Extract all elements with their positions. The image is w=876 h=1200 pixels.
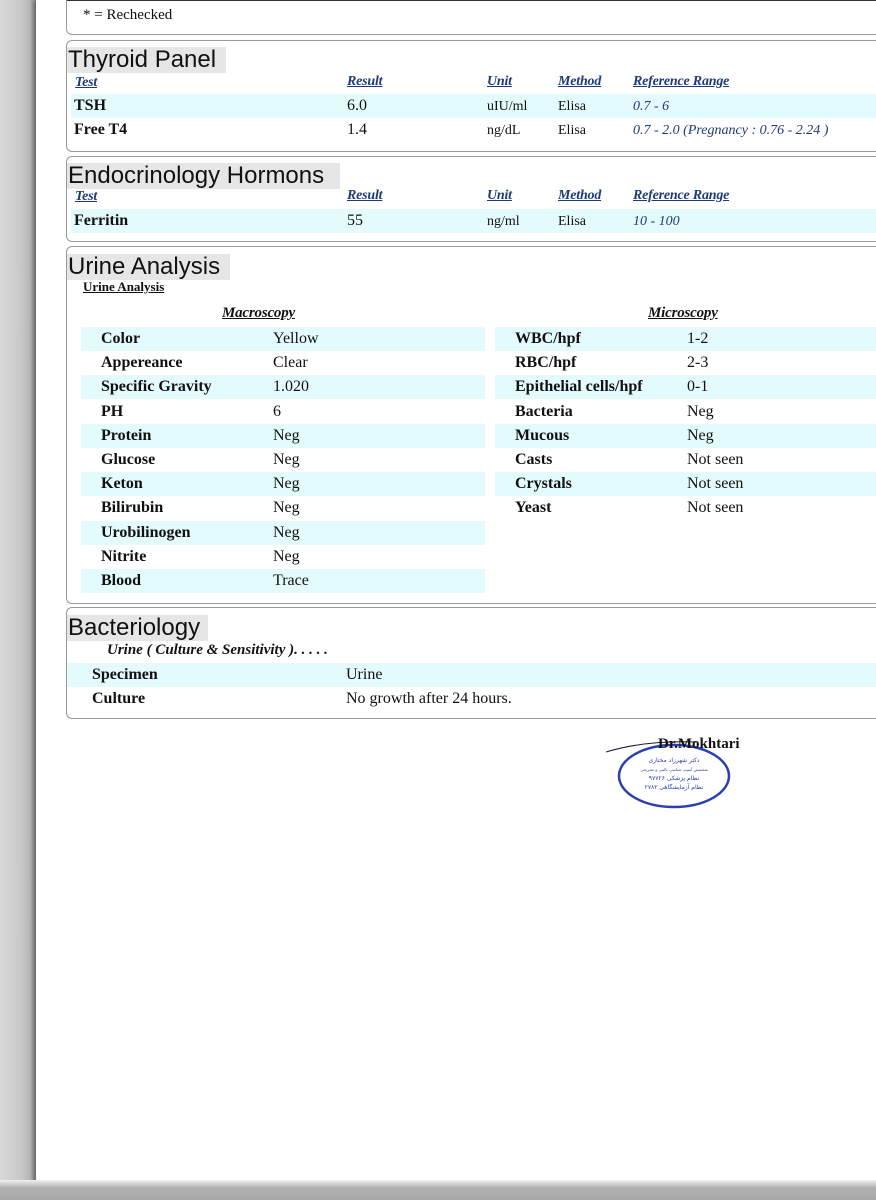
test-method: Elisa <box>558 123 586 138</box>
report-page <box>36 0 876 1184</box>
list-item <box>81 424 485 448</box>
specimen-value: Urine <box>346 666 383 683</box>
culture-value: No growth after 24 hours. <box>346 690 512 707</box>
parameter-value: 2-3 <box>687 354 709 372</box>
parameter-name: Keton <box>101 475 143 493</box>
header-test: Test <box>75 75 98 90</box>
section-title: Bacteriology <box>67 615 208 641</box>
parameter-name: Urobilinogen <box>101 523 191 541</box>
test-reference: 0.7 - 2.0 (Pregnancy : 0.76 - 2.24 ) <box>633 123 829 138</box>
parameter-value: Clear <box>273 354 308 372</box>
table-row <box>67 687 876 711</box>
parameter-value: Neg <box>273 426 300 444</box>
test-name: TSH <box>74 97 107 114</box>
parameter-value: Not seen <box>687 475 744 493</box>
list-item <box>81 327 485 351</box>
list-item <box>81 375 485 399</box>
header-result: Result <box>347 74 383 89</box>
header-unit: Unit <box>487 188 512 203</box>
parameter-name: Appereance <box>101 354 183 372</box>
parameter-name: Crystals <box>515 475 572 493</box>
test-result: 6.0 <box>347 97 367 114</box>
culture-label: Culture <box>92 690 146 707</box>
table-row <box>71 94 876 118</box>
table-row <box>67 663 876 687</box>
parameter-name: Casts <box>515 451 553 468</box>
bacteriology-subtitle: Urine ( Culture & Sensitivity ). . . . . <box>107 642 328 658</box>
list-item <box>495 424 876 448</box>
list-item <box>495 375 876 399</box>
list-item <box>495 400 876 424</box>
table-row <box>71 209 876 233</box>
urine-analysis-section <box>66 246 876 604</box>
parameter-name: Epithelial cells/hpf <box>515 378 643 396</box>
parameter-value: Neg <box>687 402 714 420</box>
microscopy-header: Microscopy <box>648 305 718 321</box>
section-title: Thyroid Panel <box>67 47 226 73</box>
stamp-line: متخصص آسیب شناسی بالینی و تشریحی <box>640 767 708 772</box>
list-item <box>81 351 485 375</box>
table-row <box>71 118 876 142</box>
thyroid-panel-section <box>66 40 876 152</box>
parameter-name: Specific Gravity <box>101 378 212 396</box>
parameter-value: Neg <box>687 426 714 444</box>
test-unit: ng/ml <box>487 214 520 229</box>
header-reference: Reference Range <box>633 188 730 203</box>
parameter-value: 6 <box>273 402 281 420</box>
test-reference: 10 - 100 <box>633 214 680 229</box>
macroscopy-header: Macroscopy <box>222 305 295 321</box>
parameter-value: Neg <box>273 475 300 493</box>
urine-subtitle: Urine Analysis <box>83 279 165 294</box>
parameter-name: Glucose <box>101 451 156 468</box>
test-method: Elisa <box>558 214 586 229</box>
parameter-value: 0-1 <box>687 378 709 396</box>
parameter-value: Neg <box>273 499 300 517</box>
list-item <box>81 472 485 496</box>
list-item <box>495 472 876 496</box>
parameter-name: Bilirubin <box>101 499 164 517</box>
parameter-value: Yellow <box>273 330 319 347</box>
parameter-name: Bacteria <box>515 402 573 420</box>
parameter-value: Neg <box>273 547 300 565</box>
header-method: Method <box>558 74 602 89</box>
section-title: Urine Analysis <box>67 254 230 280</box>
parameter-value: Not seen <box>687 451 744 468</box>
list-item <box>81 400 485 424</box>
list-item <box>495 327 876 351</box>
specimen-label: Specimen <box>92 666 158 683</box>
parameter-name: Yeast <box>515 499 552 517</box>
test-unit: ng/dL <box>487 123 521 138</box>
test-result: 1.4 <box>347 121 367 138</box>
endocrinology-section <box>66 156 876 242</box>
list-item <box>81 496 485 520</box>
bottom-shadow <box>0 1180 876 1200</box>
parameter-name: PH <box>101 402 124 420</box>
parameter-name: Blood <box>101 572 142 589</box>
parameter-value: 1-2 <box>687 330 709 347</box>
parameter-name: RBC/hpf <box>515 354 577 372</box>
list-item <box>495 496 876 520</box>
parameter-value: Not seen <box>687 499 744 517</box>
parameter-value: Neg <box>273 451 300 468</box>
list-item <box>495 351 876 375</box>
test-reference: 0.7 - 6 <box>633 99 670 114</box>
stamp-line: دکتر شهرزاد مختاری <box>648 757 700 764</box>
header-result: Result <box>347 188 383 203</box>
top-box-fragment <box>66 0 876 35</box>
header-reference: Reference Range <box>633 74 730 89</box>
test-name: Free T4 <box>74 121 128 138</box>
bacteriology-section <box>66 607 876 719</box>
parameter-value: Trace <box>273 572 309 589</box>
test-result: 55 <box>347 212 363 229</box>
parameter-name: WBC/hpf <box>515 330 581 347</box>
section-title: Endocrinology Hormons <box>67 163 340 189</box>
stamp-line: نظام پزشکی ۹۷۷۲۶ <box>648 775 700 782</box>
parameter-value: 1.020 <box>273 378 309 396</box>
test-name: Ferritin <box>74 212 129 229</box>
parameter-name: Protein <box>101 426 152 444</box>
header-method: Method <box>558 188 602 203</box>
header-unit: Unit <box>487 74 512 89</box>
doctor-signature: Dr.Mokhtari <box>658 736 740 752</box>
test-method: Elisa <box>558 99 586 114</box>
test-unit: uIU/ml <box>487 99 528 114</box>
header-test: Test <box>75 189 98 204</box>
parameter-value: Neg <box>273 523 300 541</box>
parameter-name: Color <box>101 330 141 347</box>
list-item <box>81 569 485 593</box>
stamp-text <box>624 756 724 792</box>
rechecked-note: * = Rechecked <box>83 7 173 23</box>
list-item <box>81 448 485 472</box>
list-item <box>81 545 485 569</box>
stamp-line: نظام آزمایشگاهی ۲۷۸۲ <box>644 784 704 791</box>
signature-stamp <box>606 736 756 816</box>
parameter-name: Mucous <box>515 426 570 444</box>
parameter-name: Nitrite <box>101 547 147 565</box>
list-item <box>81 521 485 545</box>
list-item <box>495 448 876 472</box>
